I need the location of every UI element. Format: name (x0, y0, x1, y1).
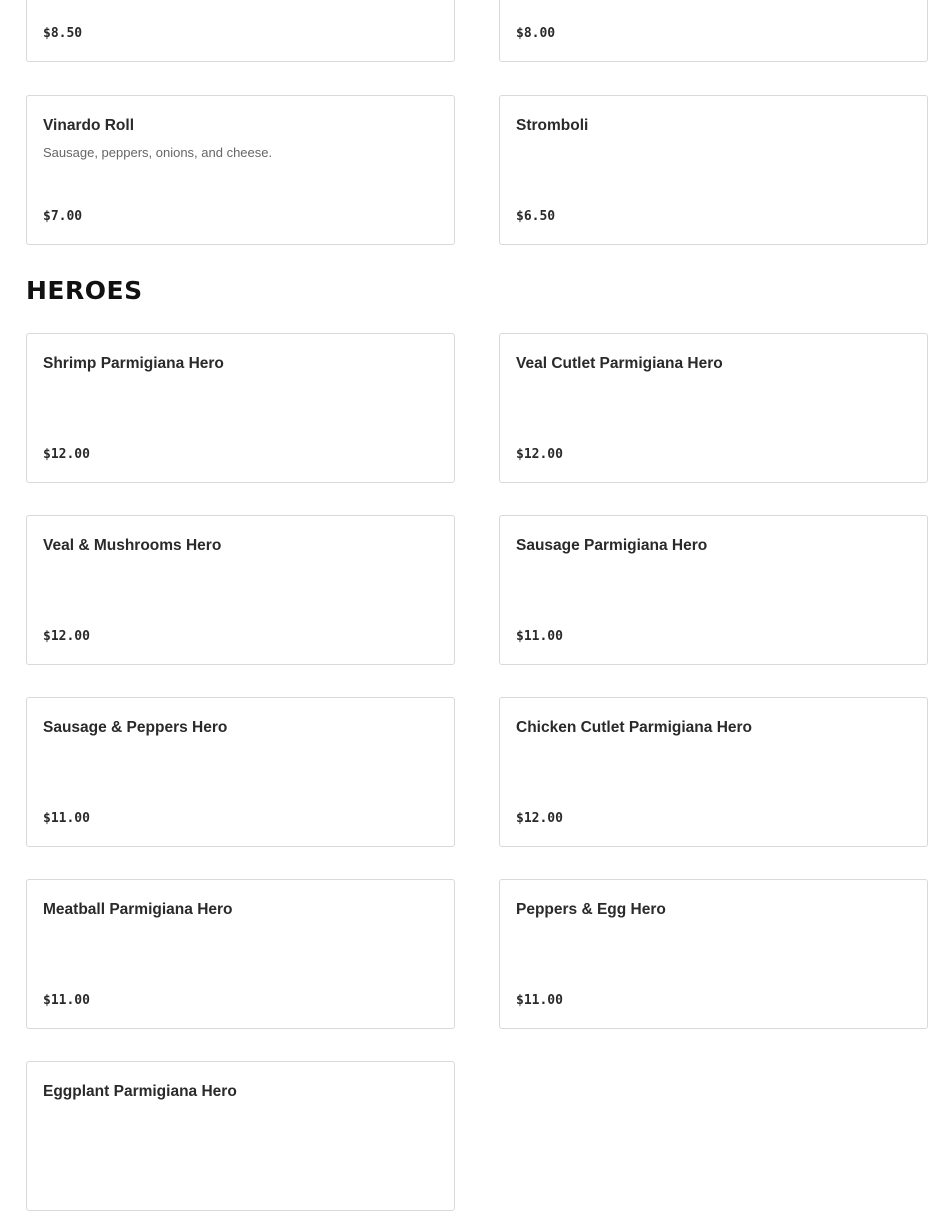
item-name: Vinardo Roll (43, 117, 135, 134)
item-price: $11.00 (516, 629, 563, 644)
menu-item-card[interactable] (26, 333, 455, 483)
item-name: Shrimp Parmigiana Hero (43, 355, 224, 372)
item-name: Sausage Parmigiana Hero (516, 537, 708, 554)
item-price: $12.00 (516, 811, 563, 826)
item-name: Chicken Cutlet Parmigiana Hero (516, 719, 753, 736)
item-name: Eggplant Parmigiana Hero (43, 1083, 237, 1100)
menu-item-card[interactable] (499, 95, 928, 245)
menu-item-card[interactable] (26, 697, 455, 847)
menu-item-card[interactable] (26, 0, 455, 62)
item-price: $12.00 (43, 629, 90, 644)
menu-item-card[interactable] (26, 95, 455, 245)
item-price: $7.00 (43, 209, 83, 224)
section-title-heroes: HEROES (26, 276, 143, 305)
menu-item-card[interactable] (499, 333, 928, 483)
item-price: $11.00 (516, 993, 563, 1008)
menu-item-card[interactable] (499, 697, 928, 847)
item-name: Veal Cutlet Parmigiana Hero (516, 355, 723, 372)
menu-item-card[interactable] (499, 879, 928, 1029)
item-price: $12.00 (43, 447, 90, 462)
item-price: $8.50 (43, 26, 83, 41)
item-name: Sausage & Peppers Hero (43, 719, 228, 736)
menu-item-card[interactable] (26, 879, 455, 1029)
item-name: Veal & Mushrooms Hero (43, 537, 222, 554)
item-name: Stromboli (516, 117, 589, 134)
item-price: $11.00 (43, 993, 90, 1008)
item-name: Peppers & Egg Hero (516, 901, 666, 918)
item-price: $8.00 (516, 26, 556, 41)
item-price: $11.00 (43, 811, 90, 826)
item-description: Sausage, peppers, onions, and cheese. (43, 145, 273, 160)
menu-item-card[interactable] (499, 515, 928, 665)
item-price: $12.00 (516, 447, 563, 462)
menu-item-card[interactable] (26, 1061, 455, 1211)
item-name: Meatball Parmigiana Hero (43, 901, 233, 918)
item-price: $6.50 (516, 209, 556, 224)
menu-item-card[interactable] (499, 0, 928, 62)
menu-item-card[interactable] (26, 515, 455, 665)
